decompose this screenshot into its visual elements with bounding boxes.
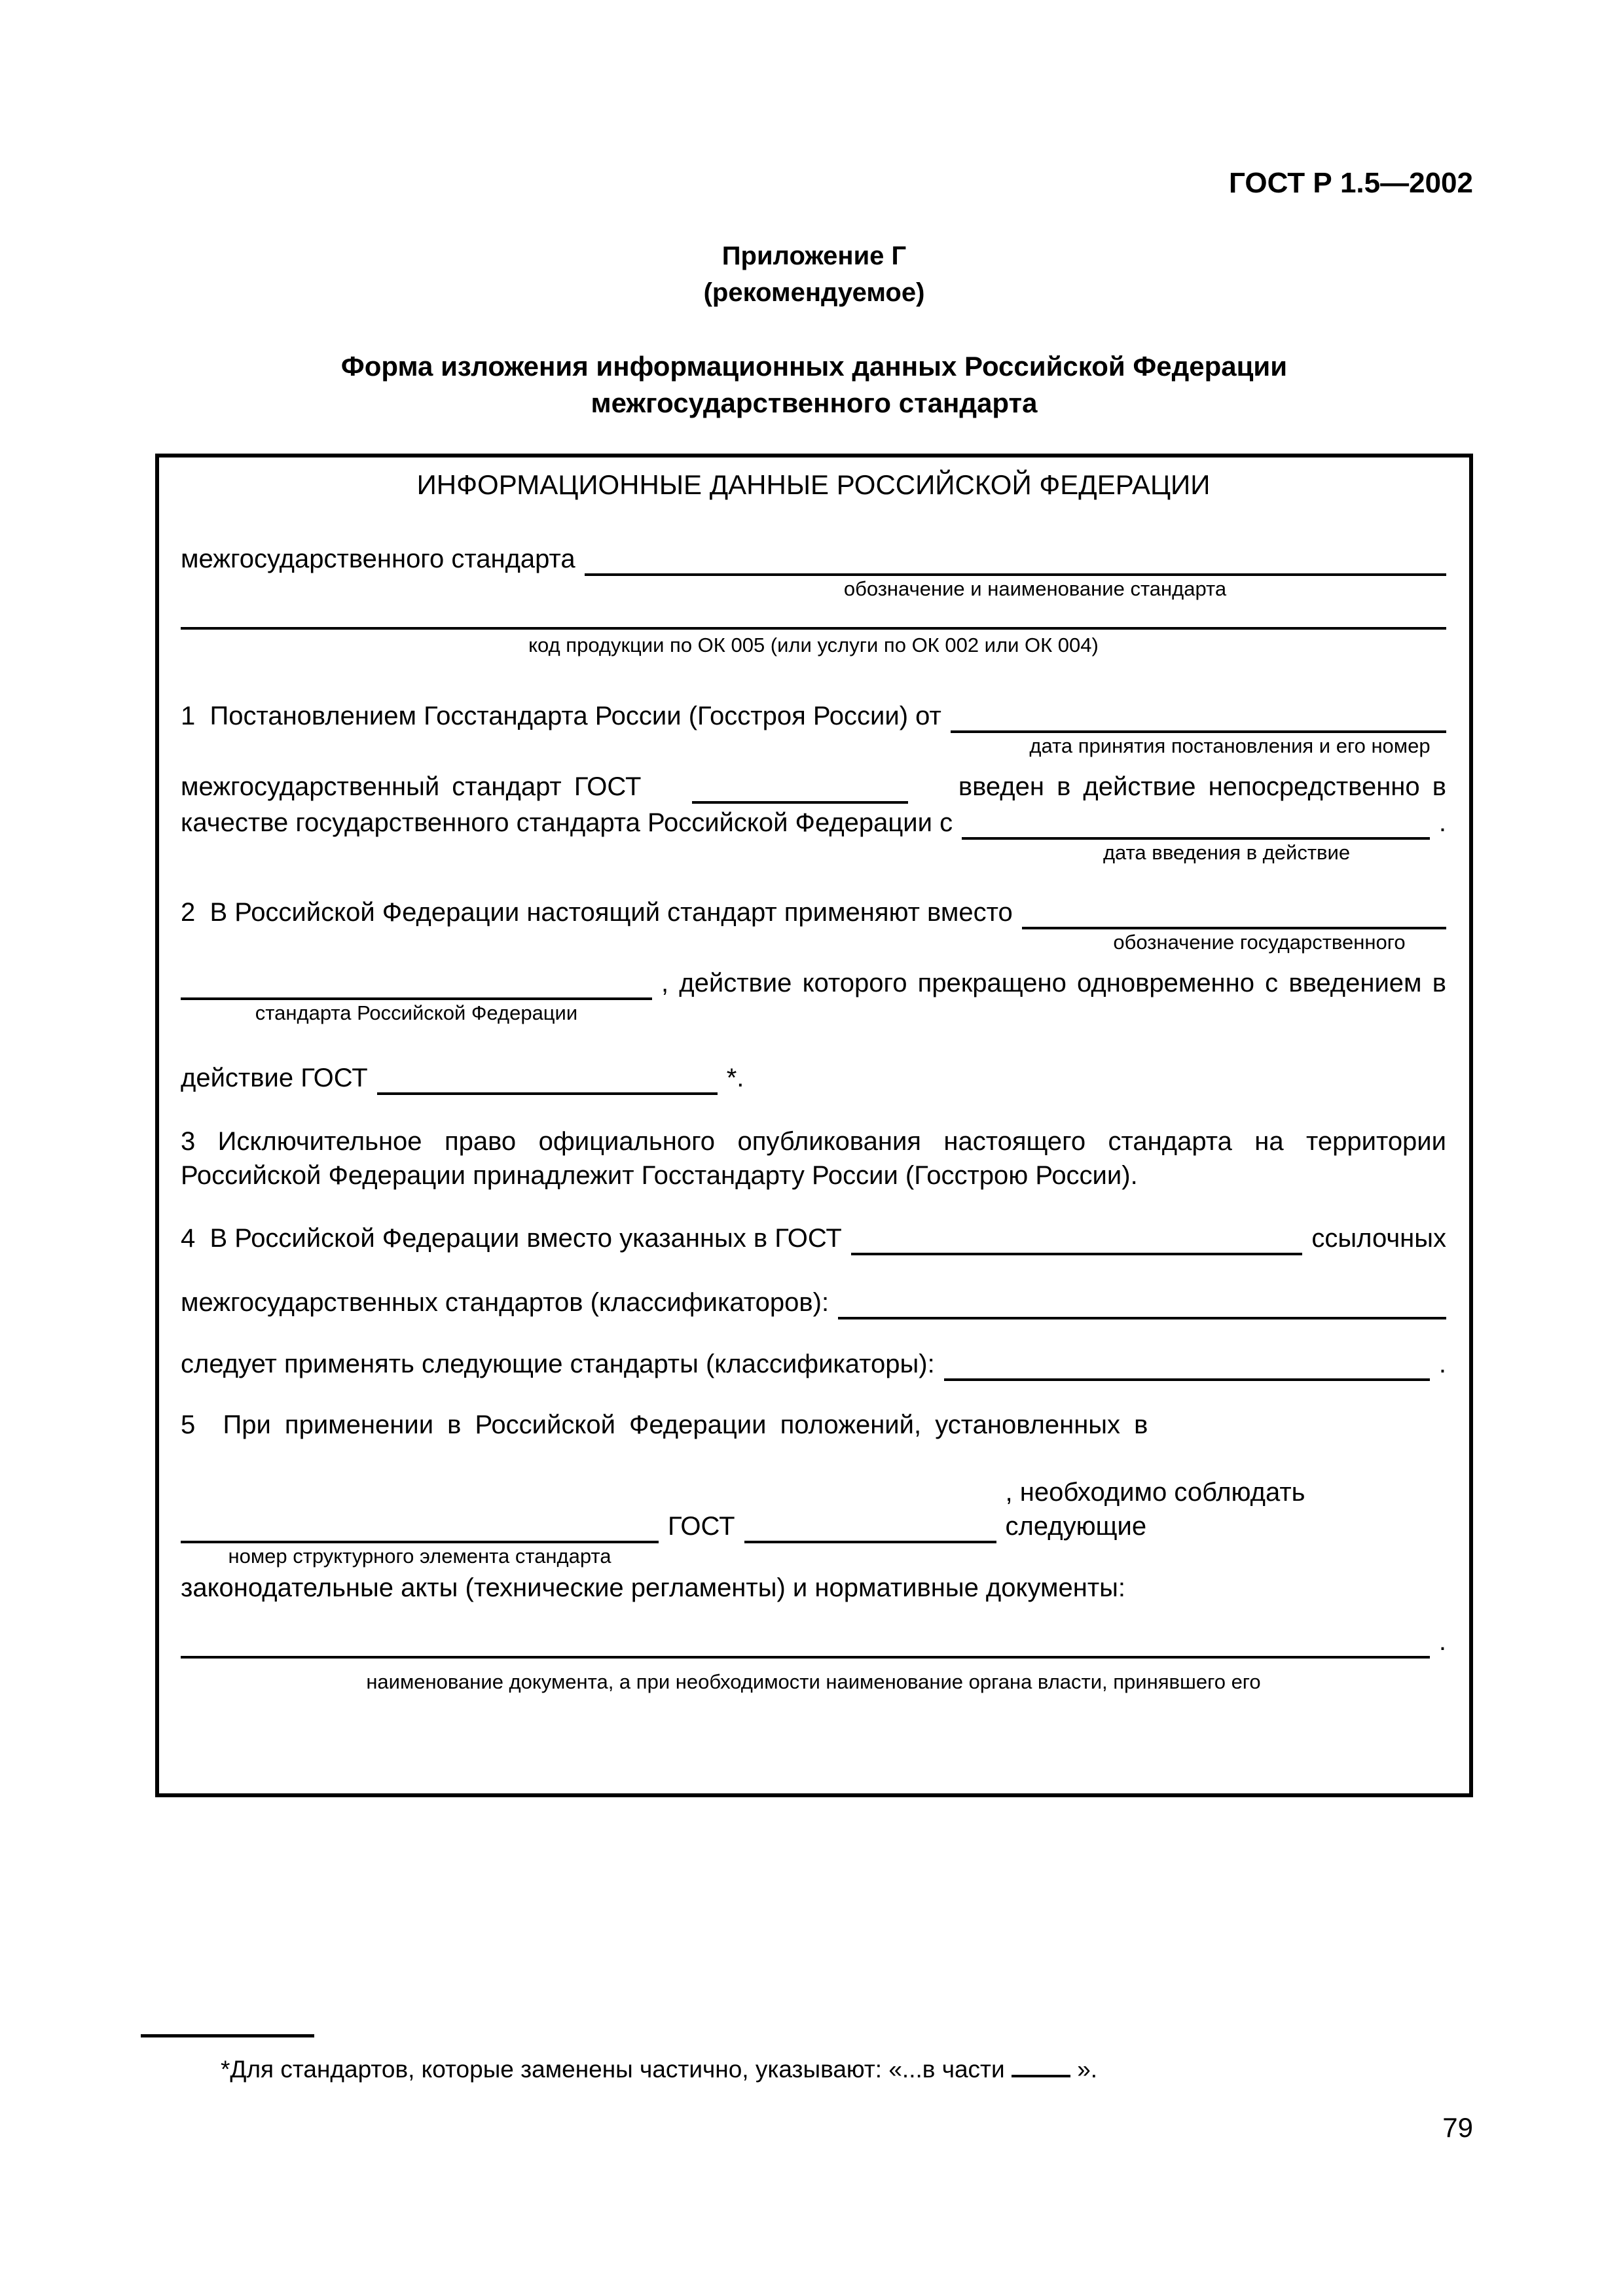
item5-line4-period: .	[1438, 1627, 1446, 1656]
blank-applied-standards	[944, 1372, 1430, 1381]
item4-line2-row	[181, 1285, 1446, 1319]
item1-line2-start: межгосударственный стандарт ГОСТ	[181, 772, 642, 801]
appendix-heading	[155, 238, 1473, 311]
blank-cancelled-gost	[377, 1086, 718, 1095]
item1-line3-row	[181, 806, 1446, 840]
item3-line1: 3 Исключительное право официального опубликования настоящего стандарта на территории	[181, 1127, 1446, 1156]
item5-line2-end: , необходимо соблюдать следующие	[1005, 1478, 1313, 1541]
item5-line3: законодательные акты (технические регламенты) и нормативные документы:	[181, 1573, 1126, 1602]
blank-gost-number	[692, 795, 908, 804]
appendix-type: (рекомендуемое)	[703, 278, 925, 307]
caption-document-name: наименование документа, а при необходимости наименование органа власти, принявшего его	[366, 1670, 1261, 1693]
appendix-label: Приложение Г	[721, 242, 907, 270]
item2-line2-text: , действие которого прекращено одновременно с введением в	[661, 969, 1446, 997]
item2-line2-row	[181, 966, 1446, 1000]
form-title-line1: Форма изложения информационных данных Российской Федерации	[340, 351, 1288, 382]
caption-state-designation: обозначение государственного	[1113, 931, 1406, 954]
item2-line1-text: 2 В Российской Федерации настоящий стандарт применяют вместо	[181, 898, 1013, 927]
blank-footnote-part	[1012, 2071, 1070, 2077]
item5-line1: 5 При применении в Российской Федерации положений, установленных в	[181, 1410, 1148, 1439]
item2-line3-row	[181, 1061, 1446, 1095]
form-title-line2: межгосударственного стандарта	[591, 387, 1038, 418]
footnote-suffix: ».	[1077, 2056, 1098, 2083]
page-number: 79	[1442, 2112, 1473, 2143]
blank-product-code	[181, 622, 1446, 630]
caption-rf-standard: стандарта Российской Федерации	[255, 1001, 578, 1024]
blank-introduction-date	[962, 831, 1430, 840]
item2-line3-start: действие ГОСТ	[181, 1064, 368, 1092]
form-title	[155, 348, 1473, 422]
item3-line2: Российской Федерации принадлежит Госстандарту России (Госстрою России).	[181, 1161, 1138, 1190]
blank-resolution-date-number	[951, 724, 1446, 733]
caption-structural-element: номер структурного элемента стандарта	[228, 1545, 611, 1568]
item2-line1-row	[181, 895, 1446, 929]
caption-designation-name: обозначение и наименование стандарта	[843, 577, 1227, 600]
item1-line1-text: 1 Постановлением Госстандарта России (Госстроя России) от	[181, 702, 941, 730]
item4-line3-text: следует применять следующие стандарты (классификаторы):	[181, 1350, 935, 1378]
item4-line1-start: 4 В Российской Федерации вместо указанных в ГОСТ	[181, 1224, 842, 1253]
footnote-separator	[141, 2034, 314, 2037]
info-data-form-box	[155, 454, 1473, 1797]
item4-line3-period: .	[1438, 1350, 1446, 1378]
item4-line1-row	[181, 1221, 1446, 1255]
standard-designation-label: межгосударственного стандарта	[181, 545, 575, 573]
blank-structural-element	[181, 1534, 659, 1543]
blank-interstate-standards	[838, 1310, 1446, 1319]
item4-line3-row	[181, 1347, 1446, 1381]
item5-line4-row	[181, 1624, 1446, 1659]
standard-number-header: ГОСТ Р 1.5—2002	[1229, 167, 1473, 199]
blank-gost-number-2	[744, 1534, 996, 1543]
caption-resolution-date-number: дата принятия постановления и его номер	[1029, 734, 1431, 757]
caption-product-code: код продукции по ОК 005 (или услуги по ОК 002 или ОК 004)	[528, 634, 1099, 656]
item2-line3-end: *.	[726, 1064, 744, 1092]
item1-line1-row	[181, 699, 1446, 733]
blank-replaced-standard	[1022, 920, 1446, 929]
item1-line3-period: .	[1438, 808, 1446, 837]
standard-designation-row	[181, 542, 1446, 576]
item1-line2-end: введен в действие непосредственно в	[958, 772, 1446, 801]
item4-line1-end: ссылочных	[1311, 1224, 1446, 1253]
form-box-heading: ИНФОРМАЦИОННЫЕ ДАННЫЕ РОССИЙСКОЙ ФЕДЕРАЦИИ	[416, 469, 1211, 500]
footnote-text: *Для стандартов, которые заменены частично, указывают: «...в части	[221, 2056, 1005, 2083]
blank-standard-designation	[585, 567, 1446, 576]
item4-line2-text: межгосударственных стандартов (классификаторов):	[181, 1288, 830, 1317]
blank-state-standard	[181, 991, 652, 1000]
blank-legal-acts	[181, 1649, 1430, 1659]
item3-paragraph	[181, 1124, 1446, 1193]
item1-line3-text: качестве государственного стандарта Российской Федерации с	[181, 808, 953, 837]
item1-line2-row	[181, 770, 1446, 804]
item5-line2-row	[181, 1475, 1446, 1543]
item5-line2-gost: ГОСТ	[668, 1512, 735, 1541]
blank-referenced-gost	[851, 1246, 1303, 1255]
caption-introduction-date: дата введения в действие	[1103, 841, 1351, 864]
footnote	[155, 2054, 1473, 2085]
